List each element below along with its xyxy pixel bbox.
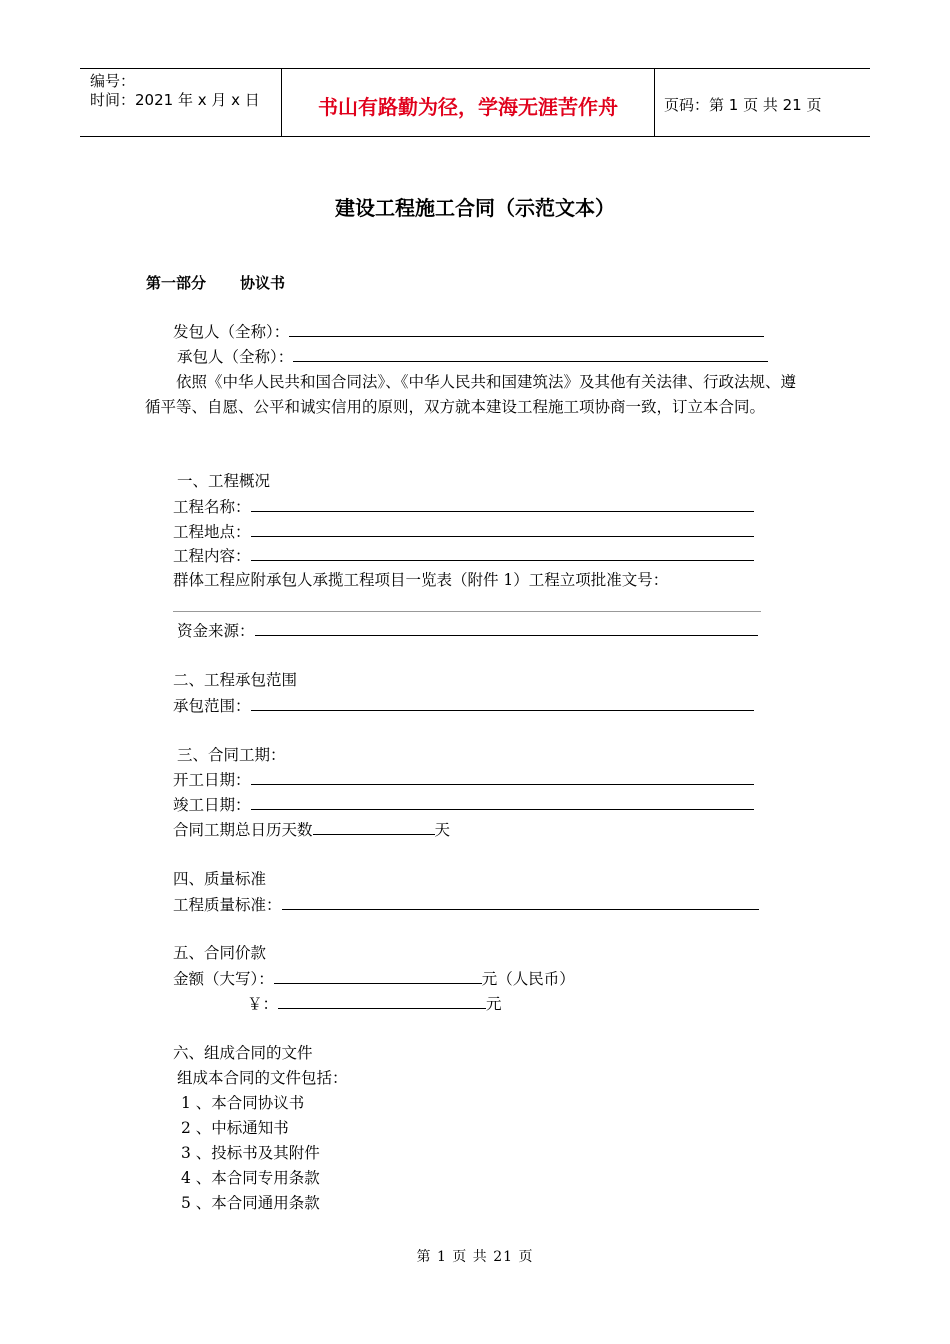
project-location-line bbox=[173, 521, 754, 542]
document-title: 建设工程施工合同（示范文本） bbox=[335, 196, 615, 220]
intro-paragraph bbox=[145, 370, 809, 420]
project-content-blank[interactable] bbox=[251, 545, 754, 561]
part-name: 协议书 bbox=[240, 274, 286, 292]
project-name-line bbox=[173, 496, 754, 517]
amount-symbol-line bbox=[247, 993, 502, 1014]
finish-date-label: 竣工日期： bbox=[173, 796, 251, 814]
document-list-item: 1 、本合同协议书 bbox=[181, 1094, 305, 1112]
start-date-label: 开工日期： bbox=[173, 771, 251, 789]
fund-source-label: 资金来源： bbox=[177, 622, 255, 640]
quality-standard-line bbox=[173, 894, 759, 915]
section-4-heading: 四、质量标准 bbox=[173, 870, 267, 888]
fund-source-blank[interactable] bbox=[255, 620, 758, 636]
document-header bbox=[80, 68, 870, 137]
project-location-label: 工程地点： bbox=[173, 523, 251, 541]
total-days-label: 合同工期总日历天数 bbox=[173, 821, 313, 839]
fund-source-line bbox=[177, 620, 758, 641]
finish-date-line bbox=[173, 794, 754, 815]
approval-number-blank[interactable] bbox=[173, 611, 761, 612]
amount-upper-blank[interactable] bbox=[274, 968, 482, 984]
header-divider bbox=[654, 69, 655, 136]
documents-intro: 组成本合同的文件包括： bbox=[177, 1069, 348, 1087]
document-list-item: 3 、投标书及其附件 bbox=[181, 1144, 320, 1162]
intro-text: 依照《中华人民共和国合同法》、《中华人民共和国建筑法》及其他有关法律、行政法规、遵循平等、自愿、公平和诚实信用的原则，双方就本建设工程施工项协商一致，订立本合同。 bbox=[145, 373, 797, 416]
header-meta bbox=[90, 72, 280, 110]
contractor-blank[interactable] bbox=[293, 346, 768, 362]
amount-symbol-unit: 元 bbox=[486, 995, 502, 1013]
start-date-blank[interactable] bbox=[251, 769, 754, 785]
finish-date-blank[interactable] bbox=[251, 794, 754, 810]
document-list-item: 5 、本合同通用条款 bbox=[181, 1194, 320, 1212]
employer-label: 发包人（全称）： bbox=[173, 323, 290, 341]
section-3-heading: 三、合同工期： bbox=[177, 746, 286, 764]
total-days-unit: 天 bbox=[434, 821, 451, 839]
document-list-item: 4 、本合同专用条款 bbox=[181, 1169, 320, 1187]
part-heading bbox=[146, 272, 285, 293]
document-date: 时间：2021 年 x 月 x 日 bbox=[90, 91, 260, 109]
quality-standard-label: 工程质量标准： bbox=[173, 896, 282, 914]
start-date-line bbox=[173, 769, 754, 790]
header-page-info: 页码：第 1 页 共 21 页 bbox=[664, 96, 822, 114]
project-location-blank[interactable] bbox=[251, 521, 754, 537]
amount-symbol-blank[interactable] bbox=[278, 993, 486, 1009]
project-name-label: 工程名称： bbox=[173, 498, 251, 516]
part-label: 第一部分 bbox=[146, 274, 207, 292]
page-footer: 第 1 页 共 21 页 bbox=[416, 1249, 534, 1265]
amount-upper-unit: 元（人民币） bbox=[481, 970, 575, 988]
project-content-label: 工程内容： bbox=[173, 547, 251, 565]
header-motto: 书山有路勤为径，学海无涯苦作舟 bbox=[318, 95, 618, 119]
quality-standard-blank[interactable] bbox=[282, 894, 759, 910]
project-name-blank[interactable] bbox=[251, 496, 754, 512]
scope-blank[interactable] bbox=[251, 695, 754, 711]
document-number-label: 编号： bbox=[90, 72, 136, 90]
amount-upper-line bbox=[173, 968, 575, 989]
amount-upper-label: 金额（大写）： bbox=[173, 970, 274, 988]
total-days-line bbox=[173, 819, 450, 840]
section-6-heading: 六、组成合同的文件 bbox=[173, 1044, 313, 1062]
group-project-line: 群体工程应附承包人承揽工程项目一览表（附件 1）工程立项批准文号： bbox=[173, 571, 669, 589]
document-list-item: 2 、中标通知书 bbox=[181, 1119, 289, 1137]
project-content-line bbox=[173, 545, 754, 566]
contractor-line bbox=[177, 346, 768, 367]
total-days-blank[interactable] bbox=[313, 819, 435, 835]
amount-symbol-label: ￥： bbox=[247, 995, 279, 1013]
scope-line bbox=[173, 695, 754, 716]
contractor-label: 承包人（全称）： bbox=[177, 348, 294, 366]
employer-line bbox=[173, 321, 764, 342]
employer-blank[interactable] bbox=[289, 321, 764, 337]
section-1-heading: 一、工程概况 bbox=[177, 472, 271, 490]
section-2-heading: 二、工程承包范围 bbox=[173, 671, 298, 689]
scope-label: 承包范围： bbox=[173, 697, 251, 715]
section-5-heading: 五、合同价款 bbox=[173, 944, 267, 962]
